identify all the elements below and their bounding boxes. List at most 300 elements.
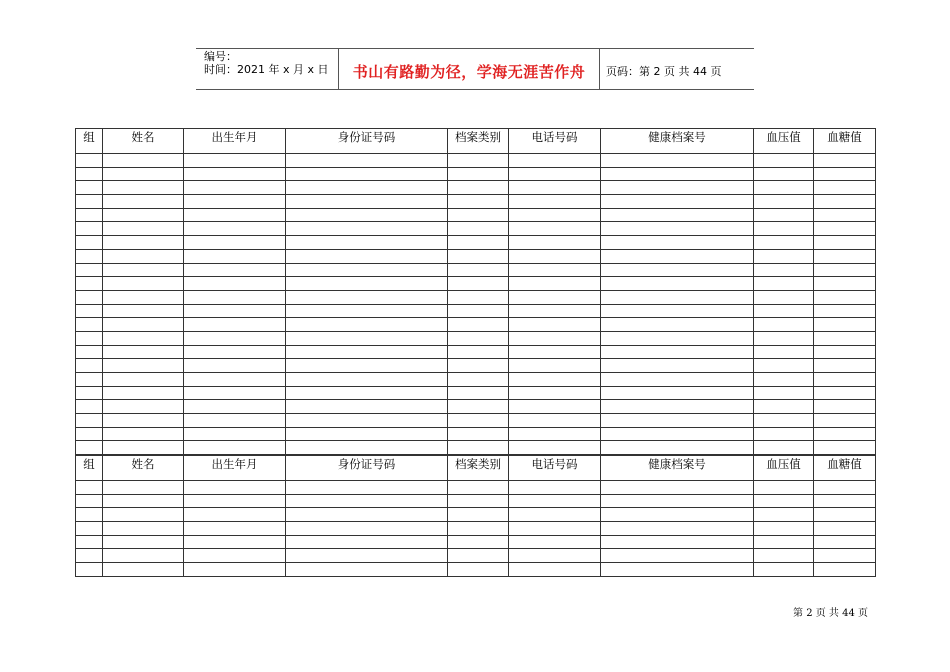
table-cell[interactable] xyxy=(103,195,184,209)
table-cell[interactable] xyxy=(286,441,448,455)
table-cell[interactable] xyxy=(184,414,286,428)
table-cell[interactable] xyxy=(509,522,601,536)
table-cell[interactable] xyxy=(286,167,448,181)
table-cell[interactable] xyxy=(448,563,509,577)
col-header-health-record: 健康档案号 xyxy=(601,456,754,481)
table-cell[interactable] xyxy=(814,508,876,522)
table-cell[interactable] xyxy=(103,508,184,522)
table-cell[interactable] xyxy=(509,400,601,414)
table-cell[interactable] xyxy=(509,154,601,168)
table-cell[interactable] xyxy=(286,236,448,250)
table-cell[interactable] xyxy=(184,535,286,549)
table-cell[interactable] xyxy=(103,481,184,495)
table-cell[interactable] xyxy=(601,208,754,222)
table-cell[interactable] xyxy=(76,304,103,318)
table-cell[interactable] xyxy=(448,195,509,209)
table-cell[interactable] xyxy=(814,181,876,195)
table-row xyxy=(76,318,876,332)
table-cell[interactable] xyxy=(76,359,103,373)
table-cell[interactable] xyxy=(103,535,184,549)
table-cell[interactable] xyxy=(184,331,286,345)
table-cell[interactable] xyxy=(286,563,448,577)
table-cell[interactable] xyxy=(286,208,448,222)
table-cell[interactable] xyxy=(601,236,754,250)
table-cell[interactable] xyxy=(754,318,814,332)
table-cell[interactable] xyxy=(76,549,103,563)
table-cell[interactable] xyxy=(103,222,184,236)
table-cell[interactable] xyxy=(601,167,754,181)
table-cell[interactable] xyxy=(601,481,754,495)
table-cell[interactable] xyxy=(184,236,286,250)
table-cell[interactable] xyxy=(814,154,876,168)
col-header-name: 姓名 xyxy=(103,129,184,154)
table-cell[interactable] xyxy=(184,400,286,414)
col-header-phone: 电话号码 xyxy=(509,456,601,481)
table-cell[interactable] xyxy=(76,167,103,181)
table-cell[interactable] xyxy=(286,535,448,549)
col-header-phone: 电话号码 xyxy=(509,129,601,154)
table-cell[interactable] xyxy=(509,427,601,441)
table-cell[interactable] xyxy=(509,222,601,236)
table-cell[interactable] xyxy=(184,290,286,304)
table-cell[interactable] xyxy=(814,522,876,536)
table-cell[interactable] xyxy=(184,508,286,522)
table-cell[interactable] xyxy=(184,373,286,387)
table-cell[interactable] xyxy=(509,549,601,563)
table-cell[interactable] xyxy=(754,427,814,441)
table-header-row xyxy=(76,129,876,154)
table-cell[interactable] xyxy=(754,208,814,222)
table-cell[interactable] xyxy=(103,522,184,536)
table-cell[interactable] xyxy=(448,522,509,536)
table-row xyxy=(76,345,876,359)
table-cell[interactable] xyxy=(103,386,184,400)
table-cell[interactable] xyxy=(448,549,509,563)
table-cell[interactable] xyxy=(76,154,103,168)
col-header-health-record: 健康档案号 xyxy=(601,129,754,154)
page-footer: 第 2 页 共 44 页 xyxy=(793,608,868,619)
table-cell[interactable] xyxy=(509,386,601,400)
table-cell[interactable] xyxy=(814,535,876,549)
table-cell[interactable] xyxy=(509,236,601,250)
col-header-record-type: 档案类别 xyxy=(448,456,509,481)
table-cell[interactable] xyxy=(509,167,601,181)
table-cell[interactable] xyxy=(814,222,876,236)
table-cell[interactable] xyxy=(814,195,876,209)
table-cell[interactable] xyxy=(76,494,103,508)
table-cell[interactable] xyxy=(448,154,509,168)
table-cell[interactable] xyxy=(814,481,876,495)
table-cell[interactable] xyxy=(814,167,876,181)
table-cell[interactable] xyxy=(509,195,601,209)
table-cell[interactable] xyxy=(754,331,814,345)
table-cell[interactable] xyxy=(286,331,448,345)
table-cell[interactable] xyxy=(184,386,286,400)
table-cell[interactable] xyxy=(103,290,184,304)
table-cell[interactable] xyxy=(103,427,184,441)
table-cell[interactable] xyxy=(448,441,509,455)
table-cell[interactable] xyxy=(754,441,814,455)
table-cell[interactable] xyxy=(448,386,509,400)
table-cell[interactable] xyxy=(601,181,754,195)
table-row xyxy=(76,222,876,236)
table-cell[interactable] xyxy=(448,427,509,441)
col-header-id-number: 身份证号码 xyxy=(286,129,448,154)
table-row xyxy=(76,331,876,345)
page-label: 页码：第 2 页 共 44 页 xyxy=(606,65,722,78)
table-cell[interactable] xyxy=(754,249,814,263)
header-info-cell xyxy=(196,49,338,89)
table-cell[interactable] xyxy=(286,277,448,291)
table-cell[interactable] xyxy=(601,535,754,549)
table-cell[interactable] xyxy=(184,304,286,318)
table-cell[interactable] xyxy=(509,563,601,577)
table-cell[interactable] xyxy=(601,263,754,277)
table-cell[interactable] xyxy=(286,427,448,441)
table-cell[interactable] xyxy=(814,400,876,414)
table-cell[interactable] xyxy=(286,549,448,563)
table-cell[interactable] xyxy=(754,522,814,536)
header-page-cell xyxy=(600,49,754,89)
table-cell[interactable] xyxy=(814,414,876,428)
table-cell[interactable] xyxy=(448,508,509,522)
table-cell[interactable] xyxy=(754,414,814,428)
table-cell[interactable] xyxy=(754,400,814,414)
table-cell[interactable] xyxy=(76,263,103,277)
table-row xyxy=(76,481,876,495)
table-cell[interactable] xyxy=(76,222,103,236)
col-header-id-number: 身份证号码 xyxy=(286,456,448,481)
table-cell[interactable] xyxy=(184,181,286,195)
table-row xyxy=(76,400,876,414)
table-cell[interactable] xyxy=(286,494,448,508)
table-cell[interactable] xyxy=(601,414,754,428)
table-cell[interactable] xyxy=(814,359,876,373)
table-cell[interactable] xyxy=(448,208,509,222)
table-cell[interactable] xyxy=(754,373,814,387)
table-cell[interactable] xyxy=(184,345,286,359)
table-cell[interactable] xyxy=(754,386,814,400)
table-cell[interactable] xyxy=(754,304,814,318)
table-cell[interactable] xyxy=(184,208,286,222)
table-cell[interactable] xyxy=(448,400,509,414)
table-cell[interactable] xyxy=(448,222,509,236)
table-cell[interactable] xyxy=(601,318,754,332)
table-cell[interactable] xyxy=(76,181,103,195)
table-cell[interactable] xyxy=(814,494,876,508)
table-cell[interactable] xyxy=(76,249,103,263)
table-cell[interactable] xyxy=(286,345,448,359)
table-cell[interactable] xyxy=(601,359,754,373)
table-row xyxy=(76,181,876,195)
table-cell[interactable] xyxy=(184,263,286,277)
col-header-name: 姓名 xyxy=(103,456,184,481)
table-cell[interactable] xyxy=(76,535,103,549)
table-cell[interactable] xyxy=(76,427,103,441)
col-header-record-type: 档案类别 xyxy=(448,129,509,154)
table-cell[interactable] xyxy=(286,400,448,414)
document-header xyxy=(196,48,754,90)
table-cell[interactable] xyxy=(184,222,286,236)
table-cell[interactable] xyxy=(448,249,509,263)
table-cell[interactable] xyxy=(509,208,601,222)
table-cell[interactable] xyxy=(754,481,814,495)
table-cell[interactable] xyxy=(184,277,286,291)
table-cell[interactable] xyxy=(76,400,103,414)
table-cell[interactable] xyxy=(754,222,814,236)
table-cell[interactable] xyxy=(286,222,448,236)
table-cell[interactable] xyxy=(286,359,448,373)
table-cell[interactable] xyxy=(814,277,876,291)
table-row xyxy=(76,277,876,291)
table-cell[interactable] xyxy=(601,400,754,414)
table-cell[interactable] xyxy=(76,277,103,291)
table-cell[interactable] xyxy=(76,508,103,522)
table-cell[interactable] xyxy=(601,331,754,345)
table-cell[interactable] xyxy=(103,249,184,263)
table-cell[interactable] xyxy=(448,290,509,304)
table-cell[interactable] xyxy=(286,195,448,209)
table-row xyxy=(76,167,876,181)
table-cell[interactable] xyxy=(76,386,103,400)
records-table-2 xyxy=(75,455,876,577)
table-cell[interactable] xyxy=(509,181,601,195)
header-motto-cell xyxy=(338,49,600,89)
table-cell[interactable] xyxy=(448,494,509,508)
table-cell[interactable] xyxy=(184,427,286,441)
table-cell[interactable] xyxy=(76,331,103,345)
table-cell[interactable] xyxy=(601,508,754,522)
table-cell[interactable] xyxy=(76,441,103,455)
table-cell[interactable] xyxy=(103,331,184,345)
table-cell[interactable] xyxy=(103,154,184,168)
table-cell[interactable] xyxy=(814,563,876,577)
table-cell[interactable] xyxy=(184,359,286,373)
table-cell[interactable] xyxy=(76,345,103,359)
table-cell[interactable] xyxy=(184,167,286,181)
table-cell[interactable] xyxy=(103,549,184,563)
table-cell[interactable] xyxy=(601,441,754,455)
table-cell[interactable] xyxy=(509,535,601,549)
table-cell[interactable] xyxy=(601,249,754,263)
table-cell[interactable] xyxy=(601,277,754,291)
table-cell[interactable] xyxy=(814,263,876,277)
table-cell[interactable] xyxy=(814,249,876,263)
table-cell[interactable] xyxy=(76,481,103,495)
table-cell[interactable] xyxy=(814,331,876,345)
table-cell[interactable] xyxy=(814,208,876,222)
table-cell[interactable] xyxy=(509,249,601,263)
table-cell[interactable] xyxy=(448,331,509,345)
table-cell[interactable] xyxy=(754,359,814,373)
table-cell[interactable] xyxy=(448,535,509,549)
table-cell[interactable] xyxy=(814,236,876,250)
table-cell[interactable] xyxy=(103,373,184,387)
table-cell[interactable] xyxy=(286,373,448,387)
table-cell[interactable] xyxy=(184,154,286,168)
table-cell[interactable] xyxy=(509,481,601,495)
table-cell[interactable] xyxy=(286,318,448,332)
table-cell[interactable] xyxy=(103,359,184,373)
table-cell[interactable] xyxy=(103,345,184,359)
table-cell[interactable] xyxy=(103,441,184,455)
table-row xyxy=(76,236,876,250)
table-cell[interactable] xyxy=(814,549,876,563)
table-cell[interactable] xyxy=(814,441,876,455)
table-cell[interactable] xyxy=(601,522,754,536)
table-cell[interactable] xyxy=(103,318,184,332)
table-cell[interactable] xyxy=(448,236,509,250)
table-cell[interactable] xyxy=(286,522,448,536)
table-cell[interactable] xyxy=(814,373,876,387)
table-cell[interactable] xyxy=(509,414,601,428)
table-cell[interactable] xyxy=(754,345,814,359)
table-cell[interactable] xyxy=(754,181,814,195)
table-cell[interactable] xyxy=(286,181,448,195)
table-cell[interactable] xyxy=(601,304,754,318)
table-cell[interactable] xyxy=(754,535,814,549)
table-cell[interactable] xyxy=(76,290,103,304)
table-cell[interactable] xyxy=(184,318,286,332)
table-cell[interactable] xyxy=(448,277,509,291)
table-cell[interactable] xyxy=(76,195,103,209)
table-cell[interactable] xyxy=(286,386,448,400)
table-cell[interactable] xyxy=(103,181,184,195)
table-cell[interactable] xyxy=(601,373,754,387)
table-cell[interactable] xyxy=(814,318,876,332)
table-cell[interactable] xyxy=(103,236,184,250)
table-cell[interactable] xyxy=(754,563,814,577)
table-cell[interactable] xyxy=(754,236,814,250)
table-cell[interactable] xyxy=(509,290,601,304)
table-cell[interactable] xyxy=(103,414,184,428)
table-cell[interactable] xyxy=(601,290,754,304)
table-row xyxy=(76,522,876,536)
table-cell[interactable] xyxy=(103,263,184,277)
table-cell[interactable] xyxy=(448,414,509,428)
table-cell[interactable] xyxy=(814,345,876,359)
table-cell[interactable] xyxy=(103,563,184,577)
table-cell[interactable] xyxy=(448,318,509,332)
table-cell[interactable] xyxy=(601,345,754,359)
table-cell[interactable] xyxy=(509,331,601,345)
table-cell[interactable] xyxy=(814,386,876,400)
table-cell[interactable] xyxy=(509,441,601,455)
table-cell[interactable] xyxy=(76,236,103,250)
table-cell[interactable] xyxy=(448,345,509,359)
table-cell[interactable] xyxy=(286,290,448,304)
table-cell[interactable] xyxy=(184,522,286,536)
table-cell[interactable] xyxy=(184,549,286,563)
table-cell[interactable] xyxy=(754,290,814,304)
table-cell[interactable] xyxy=(754,195,814,209)
table-cell[interactable] xyxy=(184,441,286,455)
table-cell[interactable] xyxy=(448,263,509,277)
table-cell[interactable] xyxy=(448,181,509,195)
table-cell[interactable] xyxy=(103,167,184,181)
table-cell[interactable] xyxy=(76,414,103,428)
table-cell[interactable] xyxy=(754,508,814,522)
table-cell[interactable] xyxy=(76,373,103,387)
table-cell[interactable] xyxy=(448,304,509,318)
table-cell[interactable] xyxy=(754,549,814,563)
table-cell[interactable] xyxy=(601,386,754,400)
table-cell[interactable] xyxy=(184,249,286,263)
table-row xyxy=(76,549,876,563)
table-header-row xyxy=(76,456,876,481)
table-cell[interactable] xyxy=(754,263,814,277)
table-cell[interactable] xyxy=(754,154,814,168)
table-cell[interactable] xyxy=(76,563,103,577)
table-cell[interactable] xyxy=(601,154,754,168)
table-cell[interactable] xyxy=(76,522,103,536)
table-cell[interactable] xyxy=(184,563,286,577)
table-cell[interactable] xyxy=(814,427,876,441)
table-cell[interactable] xyxy=(103,400,184,414)
table-cell[interactable] xyxy=(286,263,448,277)
table-cell[interactable] xyxy=(448,373,509,387)
table-cell[interactable] xyxy=(814,304,876,318)
table-cell[interactable] xyxy=(814,290,876,304)
table-cell[interactable] xyxy=(509,304,601,318)
table-cell[interactable] xyxy=(601,494,754,508)
table-cell[interactable] xyxy=(184,195,286,209)
table-cell[interactable] xyxy=(286,304,448,318)
table-cell[interactable] xyxy=(601,563,754,577)
table-row xyxy=(76,249,876,263)
table-row xyxy=(76,154,876,168)
table-cell[interactable] xyxy=(601,427,754,441)
table-cell[interactable] xyxy=(448,167,509,181)
table-cell[interactable] xyxy=(448,481,509,495)
table-row xyxy=(76,386,876,400)
table-cell[interactable] xyxy=(754,167,814,181)
table-cell[interactable] xyxy=(509,277,601,291)
table-cell[interactable] xyxy=(286,414,448,428)
table-cell[interactable] xyxy=(509,345,601,359)
table-cell[interactable] xyxy=(184,481,286,495)
table-cell[interactable] xyxy=(103,304,184,318)
table-cell[interactable] xyxy=(509,508,601,522)
table-cell[interactable] xyxy=(509,318,601,332)
table-cell[interactable] xyxy=(601,549,754,563)
table-cell[interactable] xyxy=(286,508,448,522)
table-cell[interactable] xyxy=(601,195,754,209)
table-cell[interactable] xyxy=(509,263,601,277)
table-cell[interactable] xyxy=(601,222,754,236)
table-cell[interactable] xyxy=(754,277,814,291)
table-cell[interactable] xyxy=(103,208,184,222)
table-cell[interactable] xyxy=(754,494,814,508)
table-cell[interactable] xyxy=(448,359,509,373)
records-table-1 xyxy=(75,128,876,455)
table-row xyxy=(76,373,876,387)
table-cell[interactable] xyxy=(286,481,448,495)
table-cell[interactable] xyxy=(286,249,448,263)
table-cell[interactable] xyxy=(76,318,103,332)
table-row xyxy=(76,508,876,522)
motto-text: 书山有路勤为径，学海无涯苦作舟 xyxy=(352,63,586,81)
table-cell[interactable] xyxy=(509,494,601,508)
table-cell[interactable] xyxy=(76,208,103,222)
table-cell[interactable] xyxy=(103,277,184,291)
table-cell[interactable] xyxy=(103,494,184,508)
table-cell[interactable] xyxy=(184,494,286,508)
table-cell[interactable] xyxy=(509,359,601,373)
table-row xyxy=(76,359,876,373)
table-cell[interactable] xyxy=(286,154,448,168)
table-cell[interactable] xyxy=(509,373,601,387)
